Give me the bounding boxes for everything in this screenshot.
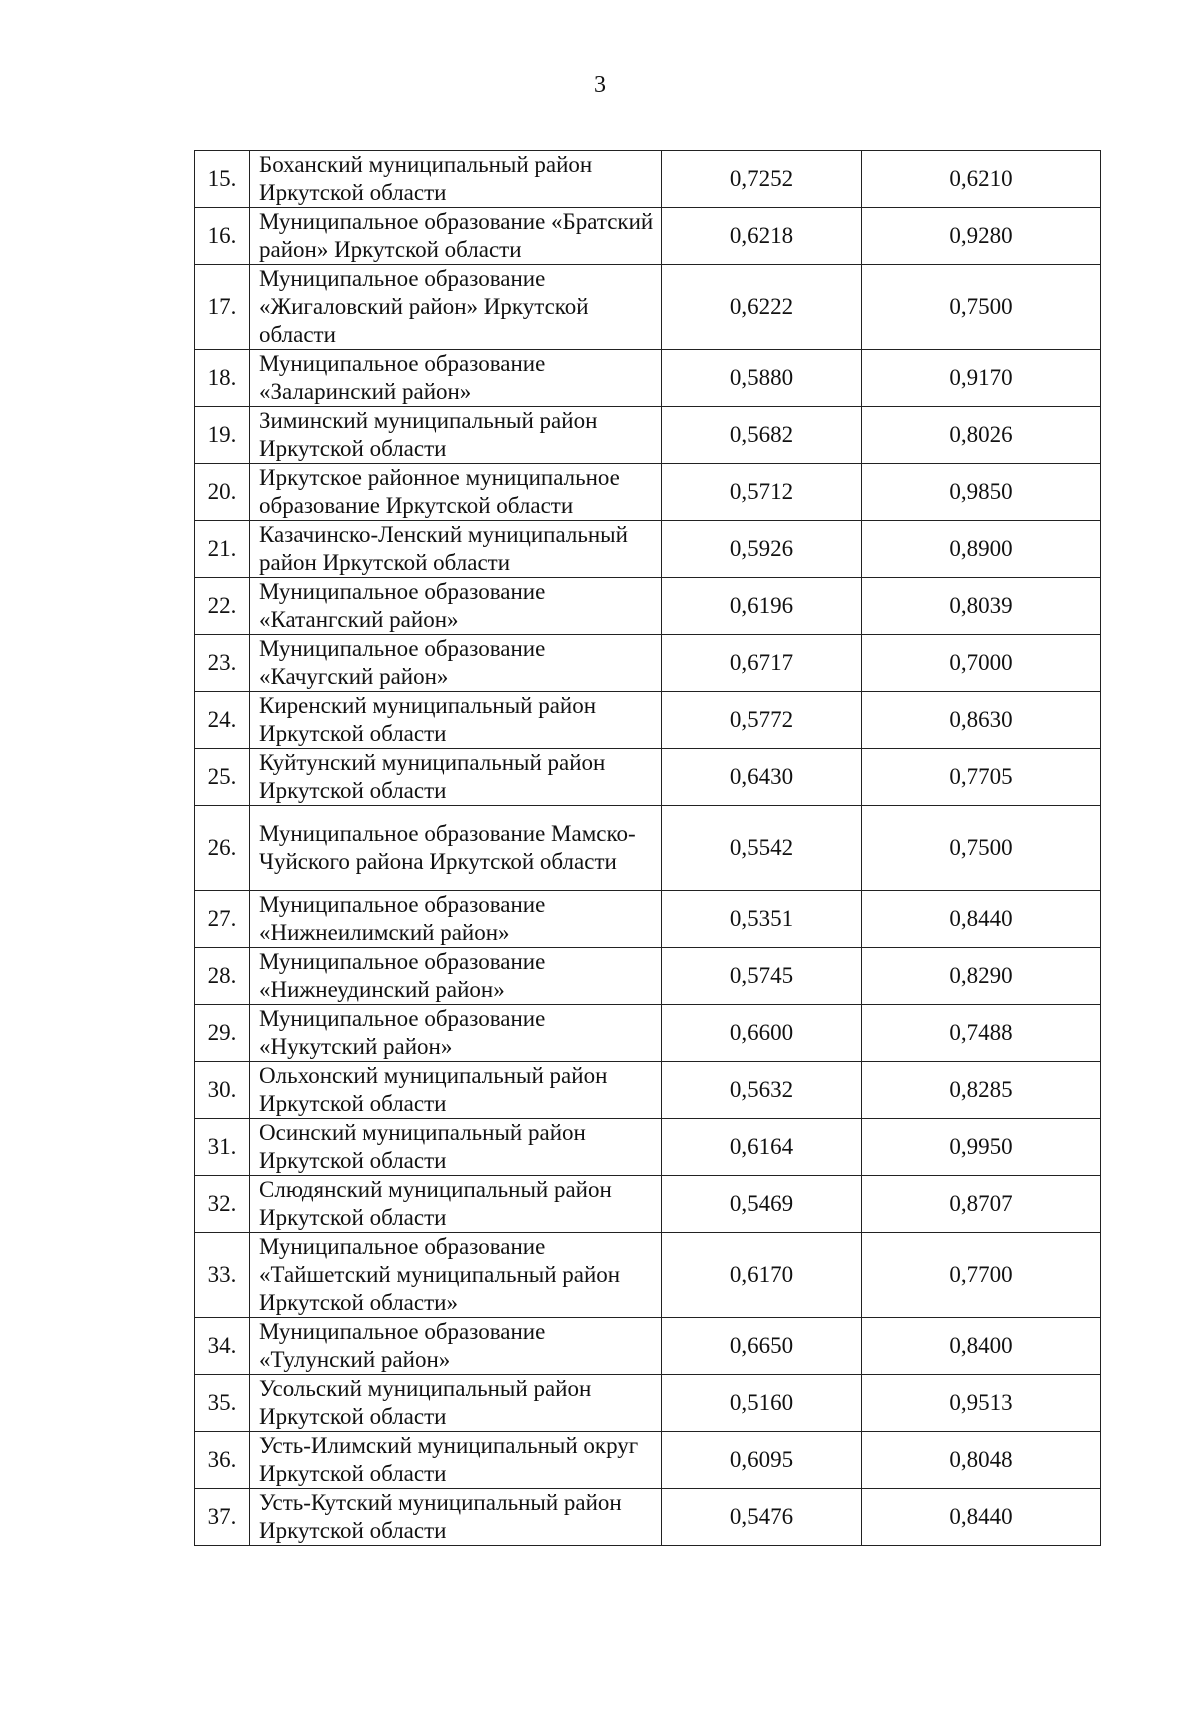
municipality-name-cell: Казачинско-Ленский муниципальный район Иркутской области <box>250 521 662 578</box>
table-row <box>195 464 1101 521</box>
value-2-cell: 0,7000 <box>862 635 1101 692</box>
value-1-cell: 0,6164 <box>662 1119 862 1176</box>
value-1-cell: 0,6430 <box>662 749 862 806</box>
row-number-cell: 29. <box>195 1005 250 1062</box>
municipality-name-cell: Боханский муниципальный район Иркутской области <box>250 151 662 208</box>
value-1-cell: 0,6170 <box>662 1233 862 1318</box>
row-number-cell: 21. <box>195 521 250 578</box>
value-1-cell: 0,5682 <box>662 407 862 464</box>
municipality-name-cell: Муниципальное образование «Заларинский район» <box>250 350 662 407</box>
municipality-name-cell: Муниципальное образование «Тайшетский муниципальный район Иркутской области» <box>250 1233 662 1318</box>
municipality-name-cell: Муниципальное образование «Братский район» Иркутской области <box>250 208 662 265</box>
municipality-name-cell: Муниципальное образование «Качугский район» <box>250 635 662 692</box>
row-number-cell: 16. <box>195 208 250 265</box>
table-row <box>195 806 1101 891</box>
table-row <box>195 891 1101 948</box>
value-1-cell: 0,5632 <box>662 1062 862 1119</box>
value-2-cell: 0,7500 <box>862 265 1101 350</box>
row-number-cell: 24. <box>195 692 250 749</box>
table-row <box>195 407 1101 464</box>
municipality-name-cell: Зиминский муниципальный район Иркутской области <box>250 407 662 464</box>
value-2-cell: 0,7500 <box>862 806 1101 891</box>
table-row <box>195 578 1101 635</box>
row-number-cell: 27. <box>195 891 250 948</box>
row-number-cell: 36. <box>195 1432 250 1489</box>
municipality-name-cell: Киренский муниципальный район Иркутской области <box>250 692 662 749</box>
value-2-cell: 0,9280 <box>862 208 1101 265</box>
value-2-cell: 0,8440 <box>862 1489 1101 1546</box>
table-row <box>195 350 1101 407</box>
value-2-cell: 0,8630 <box>862 692 1101 749</box>
table-row <box>195 151 1101 208</box>
value-1-cell: 0,5476 <box>662 1489 862 1546</box>
table-row <box>195 1318 1101 1375</box>
row-number-cell: 22. <box>195 578 250 635</box>
municipal-districts-table <box>194 150 1101 1546</box>
table-row <box>195 1062 1101 1119</box>
row-number-cell: 26. <box>195 806 250 891</box>
municipality-name-cell: Ольхонский муниципальный район Иркутской области <box>250 1062 662 1119</box>
municipality-name-cell: Куйтунский муниципальный район Иркутской области <box>250 749 662 806</box>
value-1-cell: 0,5926 <box>662 521 862 578</box>
municipality-name-cell: Муниципальное образование Мамско-Чуйского района Иркутской области <box>250 806 662 891</box>
value-2-cell: 0,7700 <box>862 1233 1101 1318</box>
value-2-cell: 0,9950 <box>862 1119 1101 1176</box>
table-row <box>195 1375 1101 1432</box>
municipality-name-cell: Муниципальное образование «Жигаловский район» Иркутской области <box>250 265 662 350</box>
value-2-cell: 0,9850 <box>862 464 1101 521</box>
row-number-cell: 17. <box>195 265 250 350</box>
municipality-name-cell: Муниципальное образование «Нижнеудинский район» <box>250 948 662 1005</box>
row-number-cell: 18. <box>195 350 250 407</box>
table-row <box>195 265 1101 350</box>
page-number: 3 <box>594 72 606 98</box>
value-1-cell: 0,5469 <box>662 1176 862 1233</box>
row-number-cell: 35. <box>195 1375 250 1432</box>
value-2-cell: 0,8707 <box>862 1176 1101 1233</box>
table-row <box>195 692 1101 749</box>
municipality-name-cell: Муниципальное образование «Тулунский район» <box>250 1318 662 1375</box>
table-row <box>195 749 1101 806</box>
value-2-cell: 0,8285 <box>862 1062 1101 1119</box>
value-1-cell: 0,5745 <box>662 948 862 1005</box>
municipality-name-cell: Слюдянский муниципальный район Иркутской области <box>250 1176 662 1233</box>
municipality-name-cell: Муниципальное образование «Нижнеилимский район» <box>250 891 662 948</box>
table-row <box>195 948 1101 1005</box>
table-row <box>195 635 1101 692</box>
value-2-cell: 0,7488 <box>862 1005 1101 1062</box>
table-row <box>195 1233 1101 1318</box>
value-1-cell: 0,6095 <box>662 1432 862 1489</box>
table-row <box>195 1176 1101 1233</box>
row-number-cell: 31. <box>195 1119 250 1176</box>
row-number-cell: 34. <box>195 1318 250 1375</box>
row-number-cell: 33. <box>195 1233 250 1318</box>
value-1-cell: 0,5772 <box>662 692 862 749</box>
value-1-cell: 0,6218 <box>662 208 862 265</box>
row-number-cell: 32. <box>195 1176 250 1233</box>
value-1-cell: 0,6650 <box>662 1318 862 1375</box>
municipality-name-cell: Муниципальное образование «Катангский район» <box>250 578 662 635</box>
table-row <box>195 1119 1101 1176</box>
value-2-cell: 0,8026 <box>862 407 1101 464</box>
value-2-cell: 0,9170 <box>862 350 1101 407</box>
value-2-cell: 0,8039 <box>862 578 1101 635</box>
row-number-cell: 28. <box>195 948 250 1005</box>
row-number-cell: 30. <box>195 1062 250 1119</box>
row-number-cell: 15. <box>195 151 250 208</box>
table-body <box>195 151 1101 1546</box>
table-row <box>195 1489 1101 1546</box>
table-row <box>195 1432 1101 1489</box>
value-1-cell: 0,6196 <box>662 578 862 635</box>
value-1-cell: 0,5712 <box>662 464 862 521</box>
row-number-cell: 37. <box>195 1489 250 1546</box>
row-number-cell: 23. <box>195 635 250 692</box>
value-2-cell: 0,8290 <box>862 948 1101 1005</box>
value-1-cell: 0,7252 <box>662 151 862 208</box>
municipality-name-cell: Муниципальное образование «Нукутский район» <box>250 1005 662 1062</box>
value-2-cell: 0,8400 <box>862 1318 1101 1375</box>
municipality-name-cell: Усть-Илимский муниципальный округ Иркутской области <box>250 1432 662 1489</box>
value-2-cell: 0,7705 <box>862 749 1101 806</box>
table-row <box>195 1005 1101 1062</box>
value-1-cell: 0,5351 <box>662 891 862 948</box>
value-1-cell: 0,6222 <box>662 265 862 350</box>
table-row <box>195 208 1101 265</box>
municipality-name-cell: Усть-Кутский муниципальный район Иркутской области <box>250 1489 662 1546</box>
value-2-cell: 0,9513 <box>862 1375 1101 1432</box>
municipality-name-cell: Усольский муниципальный район Иркутской области <box>250 1375 662 1432</box>
value-2-cell: 0,8440 <box>862 891 1101 948</box>
value-1-cell: 0,6717 <box>662 635 862 692</box>
value-1-cell: 0,5880 <box>662 350 862 407</box>
value-2-cell: 0,8900 <box>862 521 1101 578</box>
value-2-cell: 0,6210 <box>862 151 1101 208</box>
value-1-cell: 0,5160 <box>662 1375 862 1432</box>
value-1-cell: 0,5542 <box>662 806 862 891</box>
row-number-cell: 25. <box>195 749 250 806</box>
value-2-cell: 0,8048 <box>862 1432 1101 1489</box>
municipality-name-cell: Иркутское районное муниципальное образование Иркутской области <box>250 464 662 521</box>
row-number-cell: 20. <box>195 464 250 521</box>
value-1-cell: 0,6600 <box>662 1005 862 1062</box>
table-row <box>195 521 1101 578</box>
row-number-cell: 19. <box>195 407 250 464</box>
municipality-name-cell: Осинский муниципальный район Иркутской области <box>250 1119 662 1176</box>
